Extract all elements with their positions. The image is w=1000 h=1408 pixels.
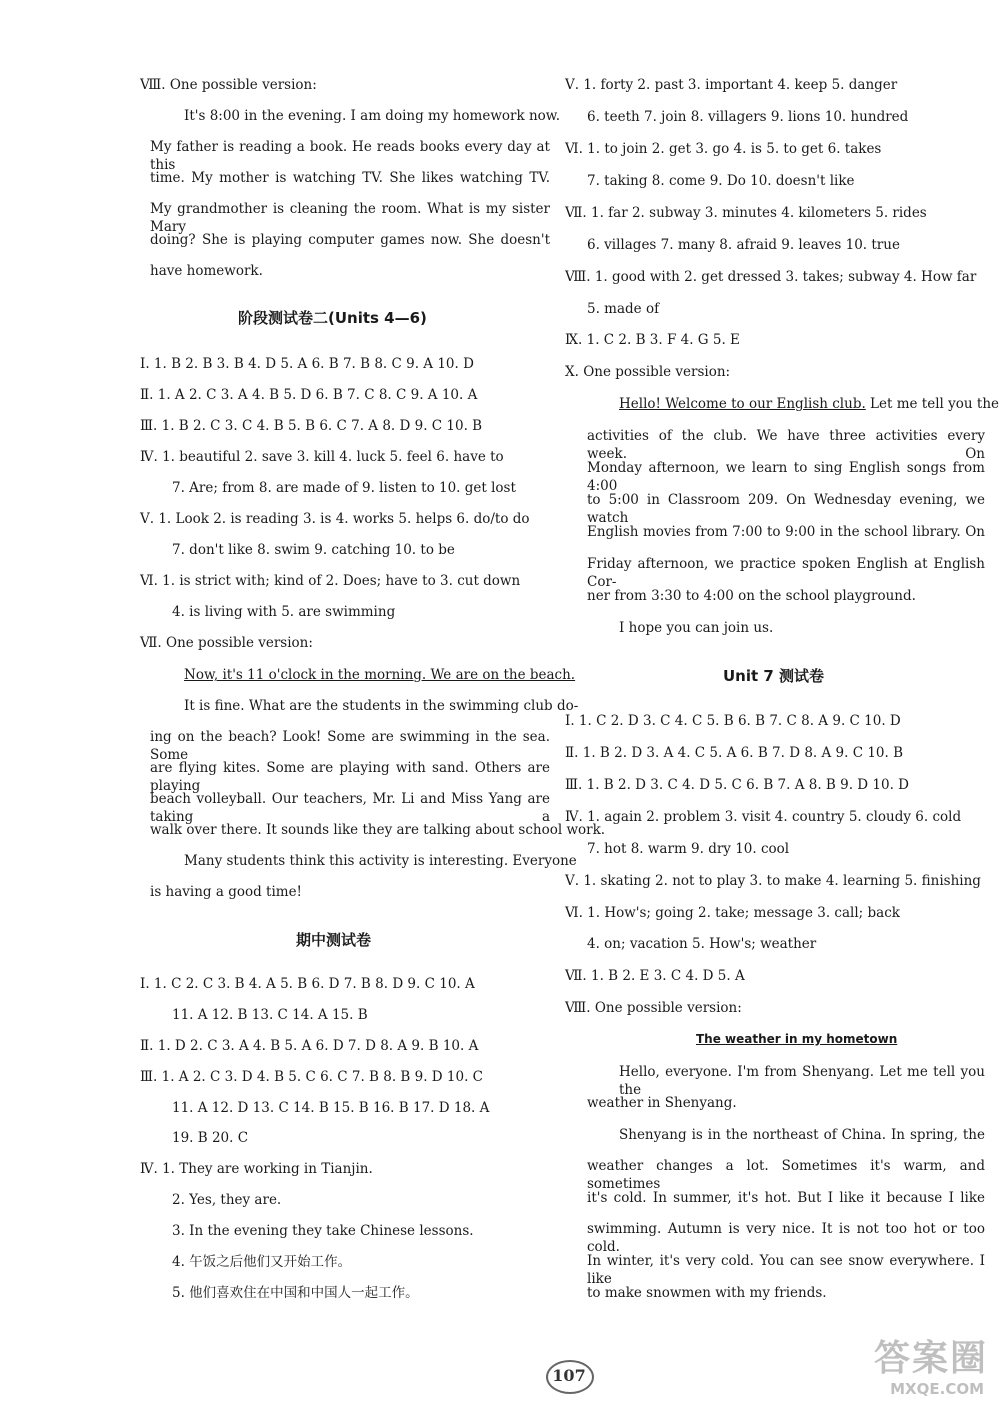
answer-line: 7. don't like 8. swim 9. catching 10. to be	[172, 542, 455, 558]
essay-line: weather in Shenyang.	[587, 1095, 737, 1111]
answer-line: Ⅰ. 1. C 2. D 3. C 4. C 5. B 6. B 7. C 8. A 9. C 10. D	[565, 713, 901, 729]
essay-line: I hope you can join us.	[619, 620, 774, 636]
essay-line: doing? She is playing computer games now. She doesn't	[150, 232, 550, 248]
answer-line: Ⅶ. 1. far 2. subway 3. minutes 4. kilometers 5. rides	[565, 205, 927, 221]
answer-line: Ⅱ. 1. A 2. C 3. A 4. B 5. D 6. B 7. C 8. C 9. A 10. A	[140, 387, 478, 403]
essay-line: to 5:00 in Classroom 209. On Wednesday evening, we watch	[587, 492, 985, 526]
answer-line: 5. made of	[587, 301, 660, 317]
answer-line: Ⅲ. 1. B 2. D 3. C 4. D 5. C 6. B 7. A 8. B 9. D 10. D	[565, 777, 909, 793]
essay-line: Shenyang is in the northeast of China. In spring, the	[619, 1127, 985, 1143]
essay-line: have homework.	[150, 263, 263, 279]
answer-line: 6. teeth 7. join 8. villagers 9. lions 10. hundred	[587, 109, 909, 125]
essay-line: It is fine. What are the students in the swimming club do-	[184, 698, 579, 714]
essay-title: The weather in my hometown	[696, 1032, 898, 1046]
answer-line: 19. B 20. C	[172, 1130, 249, 1146]
page-number: 107	[541, 1366, 597, 1385]
essay-line: to make snowmen with my friends.	[587, 1285, 827, 1301]
watermark-domain: MXQE.COM	[890, 1380, 984, 1398]
essay-line: Hello, everyone. I'm from Shenyang. Let me tell you the	[619, 1064, 985, 1098]
section-title: Unit 7 测试卷	[723, 667, 825, 685]
essay-line: swimming. Autumn is very nice. It is not too hot or too cold.	[587, 1221, 985, 1255]
section-title: 阶段测试卷二(Units 4—6)	[238, 309, 427, 327]
answer-line: Ⅰ. 1. B 2. B 3. B 4. D 5. A 6. B 7. B 8. C 9. A 10. D	[140, 356, 474, 372]
answer-line: 3. In the evening they take Chinese lessons.	[172, 1223, 474, 1239]
answer-line: Ⅱ. 1. B 2. D 3. A 4. C 5. A 6. B 7. D 8. A 9. C 10. B	[565, 745, 904, 761]
answer-line: Ⅴ. 1. skating 2. not to play 3. to make 4. learning 5. finishing	[565, 873, 981, 889]
essay-line: Monday afternoon, we learn to sing English songs from 4:00	[587, 460, 985, 494]
essay-line: It's 8:00 in the evening. I am doing my homework now.	[184, 108, 561, 124]
answer-line: 2. Yes, they are.	[172, 1192, 282, 1208]
answer-line: 11. A 12. B 13. C 14. A 15. B	[172, 1007, 368, 1023]
answer-line: Ⅴ. 1. Look 2. is reading 3. is 4. works 5. helps 6. do/to do	[140, 511, 530, 527]
essay-line: Many students think this activity is interesting. Everyone	[184, 853, 577, 869]
essay-line: weather changes a lot. Sometimes it's warm, and sometimes	[587, 1158, 985, 1192]
answer-line: Ⅷ. 1. good with 2. get dressed 3. takes; subway 4. How far	[565, 269, 977, 285]
watermark-logo-text: 答案圈	[873, 1338, 988, 1379]
answer-line: Ⅶ. One possible version:	[140, 635, 313, 651]
answer-line: Ⅴ. 1. forty 2. past 3. important 4. keep 5. danger	[565, 77, 898, 93]
section-title: 期中测试卷	[296, 931, 372, 949]
answer-line: Ⅳ. 1. beautiful 2. save 3. kill 4. luck 5. feel 6. have to	[140, 449, 504, 465]
essay-line: In winter, it's very cold. You can see snow everywhere. I like	[587, 1253, 985, 1287]
answer-line: Ⅵ. 1. to join 2. get 3. go 4. is 5. to get 6. takes	[565, 141, 882, 157]
answer-line: Ⅷ. One possible version:	[565, 1000, 742, 1016]
answer-line: Ⅸ. 1. C 2. B 3. F 4. G 5. E	[565, 332, 740, 348]
essay-phrase: Let me tell you the	[865, 396, 999, 412]
answer-line: 4. is living with 5. are swimming	[172, 604, 396, 620]
answer-line: 7. Are; from 8. are made of 9. listen to 10. get lost	[172, 480, 516, 496]
essay-line: ner from 3:30 to 4:00 on the school playground.	[587, 588, 916, 604]
essay-line: ing on the beach? Look! Some are swimming in the sea. Some	[150, 729, 550, 763]
answer-line: Ⅱ. 1. D 2. C 3. A 4. B 5. A 6. D 7. D 8. A 9. B 10. A	[140, 1038, 479, 1054]
answer-line: Ⅶ. 1. B 2. E 3. C 4. D 5. A	[565, 968, 745, 984]
site-watermark	[858, 1330, 988, 1400]
essay-underlined-phrase: Hello! Welcome to our English club.	[619, 396, 866, 412]
answer-line: Ⅲ. 1. A 2. C 3. D 4. B 5. C 6. C 7. B 8. B 9. D 10. C	[140, 1069, 484, 1085]
answer-line: 5. 他们喜欢住在中国和中国人一起工作。	[172, 1285, 419, 1301]
essay-line-underlined: Now, it's 11 o'clock in the morning. We are on the beach.	[184, 667, 576, 683]
essay-line: English movies from 7:00 to 9:00 in the school library. On	[587, 524, 985, 540]
essay-line: activities of the club. We have three activities every week. On	[587, 428, 985, 462]
answer-line: Ⅳ. 1. They are working in Tianjin.	[140, 1161, 373, 1177]
answer-line: Ⅵ. 1. is strict with; kind of 2. Does; have to 3. cut down	[140, 573, 521, 589]
essay-line: My grandmother is cleaning the room. What is my sister Mary	[150, 201, 550, 235]
essay-line: Friday afternoon, we practice spoken English at English Cor-	[587, 556, 985, 590]
answer-line: Ⅹ. One possible version:	[565, 364, 731, 380]
answer-line: 11. A 12. D 13. C 14. B 15. B 16. B 17. D 18. A	[172, 1100, 490, 1116]
answer-line: 4. on; vacation 5. How's; weather	[587, 936, 817, 952]
essay-line: is having a good time!	[150, 884, 302, 900]
essay-line: time. My mother is watching TV. She likes watching TV.	[150, 170, 550, 186]
answer-line: Ⅳ. 1. again 2. problem 3. visit 4. country 5. cloudy 6. cold	[565, 809, 962, 825]
essay-line: beach volleyball. Our teachers, Mr. Li and Miss Yang are taking a	[150, 791, 550, 825]
essay-line: My father is reading a book. He reads books every day at this	[150, 139, 550, 173]
answer-line: Ⅲ. 1. B 2. C 3. C 4. B 5. B 6. C 7. A 8. D 9. C 10. B	[140, 418, 483, 434]
essay-line: it's cold. In summer, it's hot. But I like it because I like	[587, 1190, 985, 1206]
answer-line: Ⅰ. 1. C 2. C 3. B 4. A 5. B 6. D 7. B 8. D 9. C 10. A	[140, 976, 475, 992]
section-8-header: Ⅷ. One possible version:	[140, 77, 317, 93]
answer-line: 4. 午饭之后他们又开始工作。	[172, 1254, 352, 1270]
answer-line: 7. taking 8. come 9. Do 10. doesn't like	[587, 173, 855, 189]
essay-line	[619, 395, 999, 413]
essay-line: walk over there. It sounds like they are talking about school work.	[150, 822, 606, 838]
answer-line: 7. hot 8. warm 9. dry 10. cool	[587, 841, 790, 857]
essay-line: are flying kites. Some are playing with sand. Others are playing	[150, 760, 550, 794]
answer-line: Ⅵ. 1. How's; going 2. take; message 3. call; back	[565, 905, 900, 921]
answer-line: 6. villages 7. many 8. afraid 9. leaves 10. true	[587, 237, 900, 253]
